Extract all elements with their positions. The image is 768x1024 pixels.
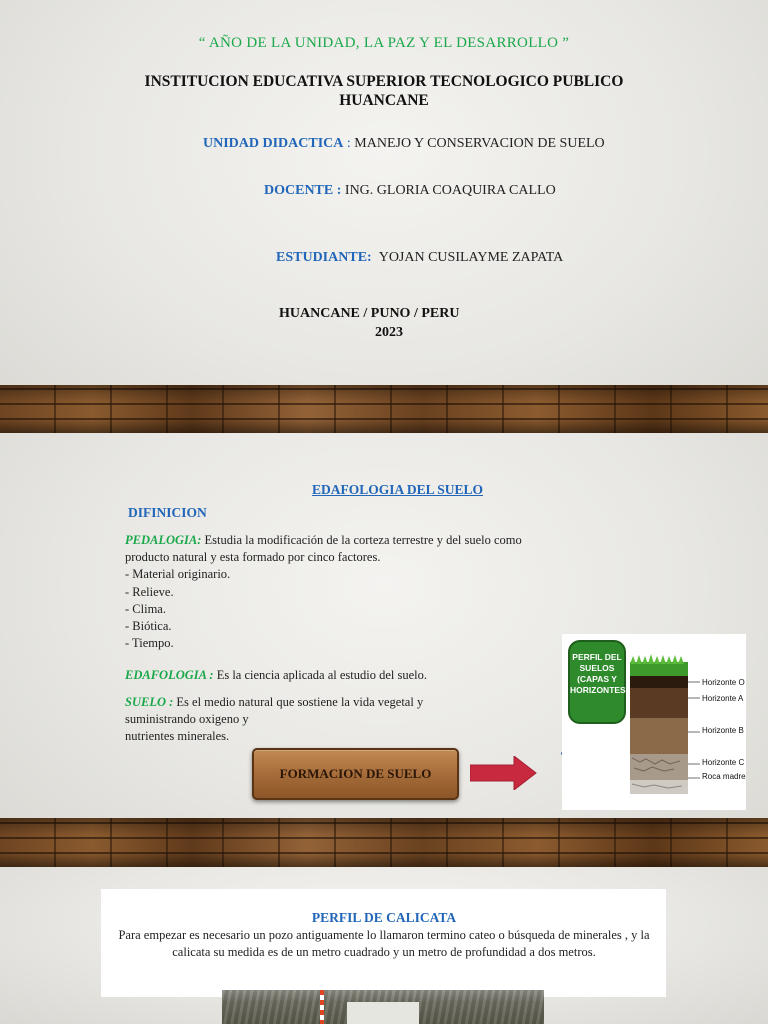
edafologia-slide xyxy=(0,433,768,867)
right-arrow-icon xyxy=(470,756,538,790)
docente-row xyxy=(264,183,556,199)
estudiante-row xyxy=(276,250,563,266)
horizon-c-layer xyxy=(630,754,688,780)
factor-item: - Relieve. xyxy=(125,584,174,599)
docente-label: DOCENTE : xyxy=(264,183,345,198)
bedrock-layer xyxy=(630,780,688,794)
pedalogia-text: Estudia la modificación de la corteza terrestre y del suelo como producto natural y esta formado por cinco factores. xyxy=(125,533,522,565)
slide-background xyxy=(0,0,768,433)
calicata-photo xyxy=(222,990,544,1024)
section-heading: DIFINICION xyxy=(128,505,207,520)
horizon-b-layer xyxy=(630,718,688,754)
slide-title: EDAFOLOGIA DEL SUELO xyxy=(312,482,484,497)
pedalogia-term: PEDALOGIA: xyxy=(125,533,202,547)
horizon-label: Horizonte O xyxy=(702,678,745,687)
horizon-label: Roca madre xyxy=(702,772,746,781)
suelo-paragraph xyxy=(125,694,485,746)
soil-profile-image xyxy=(562,634,746,810)
badge-line: (CAPAS Y xyxy=(577,674,617,684)
calicata-description: Para empezar es necesario un pozo antiguamente lo llamaron termino cateo o búsqueda de minerales , y la calicata su medida es de un metro cuadrado y un metro de profundidad a dos metros. xyxy=(118,928,650,959)
title-slide xyxy=(0,0,768,433)
measuring-pole xyxy=(320,990,324,1024)
year-line: 2023 xyxy=(375,325,403,340)
factor-item: - Tiempo. xyxy=(125,636,174,651)
factor-item: - Material originario. xyxy=(125,567,231,582)
slide-title: PERFIL DE CALICATA xyxy=(311,910,457,925)
horizon-a-layer xyxy=(630,688,688,718)
unidad-value: MANEJO Y CONSERVACION DE SUELO xyxy=(354,136,605,151)
estudiante-value: YOJAN CUSILAYME ZAPATA xyxy=(378,250,564,265)
horizon-o-layer xyxy=(630,676,688,688)
unidad-row xyxy=(203,136,605,152)
badge-line: PERFIL DEL xyxy=(572,652,622,662)
docente-value: ING. GLORIA COAQUIRA CALLO xyxy=(344,183,556,198)
suelo-text: Es el medio natural que sostiene la vida vegetal y suministrando oxigeno y xyxy=(125,695,424,727)
badge-line: SUELOS xyxy=(579,663,615,673)
pedalogia-paragraph xyxy=(125,532,555,652)
calicata-slide xyxy=(0,867,768,1024)
unidad-label: UNIDAD DIDACTICA xyxy=(203,136,344,151)
edafologia-paragraph xyxy=(125,667,555,684)
suelo-term: SUELO : xyxy=(125,695,174,709)
horizon-label: Horizonte A xyxy=(702,694,744,703)
factor-list xyxy=(125,566,555,652)
national-motto: “ AÑO DE LA UNIDAD, LA PAZ Y EL DESARROLLO ” xyxy=(198,35,570,51)
factor-item: - Clima. xyxy=(125,601,166,616)
formacion-de-suelo-button[interactable]: FORMACION DE SUELO xyxy=(252,748,459,800)
edafologia-term: EDAFOLOGIA : xyxy=(125,668,214,682)
factor-item: - Biótica. xyxy=(125,619,172,634)
unidad-separator: : xyxy=(343,136,355,151)
wood-floor-border xyxy=(0,818,768,867)
horizon-label: Horizonte B xyxy=(702,726,744,735)
location-line: HUANCANE / PUNO / PERU xyxy=(279,306,460,321)
badge-line: HORIZONTES) xyxy=(570,685,629,695)
estudiante-label: ESTUDIANTE: xyxy=(276,250,372,265)
edafologia-text: Es la ciencia aplicada al estudio del suelo. xyxy=(213,668,428,682)
suelo-text-continued: nutrientes minerales. xyxy=(125,729,230,744)
photo-sign xyxy=(347,1002,419,1024)
institution-line-1: INSTITUCION EDUCATIVA SUPERIOR TECNOLOGICO PUBLICO xyxy=(144,73,624,90)
soil-layers-illustration xyxy=(562,634,746,810)
wood-floor-border xyxy=(0,385,768,433)
grass-layer xyxy=(630,654,688,676)
institution-name xyxy=(0,72,768,110)
institution-line-2: HUANCANE xyxy=(339,92,429,109)
horizon-label: Horizonte C xyxy=(702,758,745,767)
